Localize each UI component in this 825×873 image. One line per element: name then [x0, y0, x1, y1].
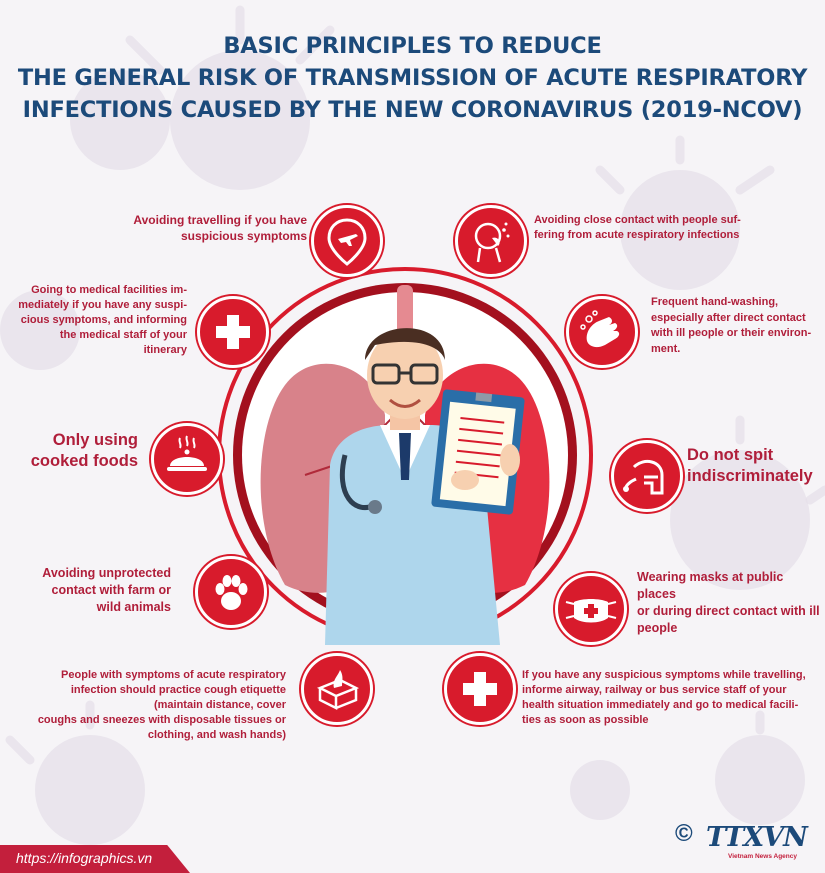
principle-cooked-food: Only using cooked foods [30, 431, 138, 470]
sneezing-person-icon [458, 208, 524, 274]
medical-cross-icon-2 [447, 656, 513, 722]
agency-name: Vietnam News Agency [728, 853, 797, 860]
food-icon-circle [151, 423, 223, 495]
food-cloche-icon [154, 426, 220, 492]
no-spitting-icon [614, 443, 680, 509]
principle-masks: Wearing masks at public places or during direct contact with ill people [637, 570, 820, 635]
face-mask-icon [558, 576, 624, 642]
mask-icon-circle [555, 573, 627, 645]
principle-handwash: Frequent hand-washing, especially after direct contact with ill people or their environ- ment. [651, 296, 812, 355]
principle-medical: Going to medical facilities im- mediately if you have any suspi- cious symptoms, and informing the medical staff of your itinerary [18, 284, 187, 356]
medical-cross-icon-circle-left [197, 296, 269, 368]
medical-cross-icon-circle-right [444, 653, 516, 725]
principle-spit: Do not spit indiscriminately [687, 446, 813, 485]
source-url-link[interactable]: https://infographics.vn [16, 850, 153, 866]
tissue-box-icon [304, 656, 370, 722]
title-line-3: INFECTIONS CAUSED BY THE NEW CORONAVIRUS (2019-NCOV) [22, 97, 803, 123]
travel-icon-circle [311, 205, 383, 277]
page-title [0, 30, 825, 126]
tissue-icon-circle [301, 653, 373, 725]
copyright-symbol: © [675, 820, 693, 847]
central-illustration [215, 265, 595, 645]
contact-icon-circle [455, 205, 527, 277]
animal-icon-circle [195, 556, 267, 628]
principle-inform-staff: If you have any suspicious symptoms while travelling, informe airway, railway or bus service staff of your health situation immediately and go to medical facili- ties as soon as possible [522, 669, 806, 726]
principle-close-contact: Avoiding close contact with people suf- fering from acute respiratory infections [534, 214, 741, 241]
principle-animals: Avoiding unprotected contact with farm or wild animals [42, 566, 171, 614]
title-line-1: BASIC PRINCIPLES TO REDUCE [223, 33, 602, 59]
ttxvn-logo: TTXVN [706, 822, 807, 853]
principle-cough-etiquette: People with symptoms of acute respiratory infection should practice cough etiquette (maintain distance, cover coughs and sneezes with disposable tissues or clothing, and wash hands) [37, 669, 286, 741]
hand-washing-icon [569, 299, 635, 365]
title-line-2: THE GENERAL RISK OF TRANSMISSION OF ACUTE RESPIRATORY [17, 65, 808, 91]
principle-travel: Avoiding travelling if you have suspicious symptoms [133, 213, 307, 243]
handwash-icon-circle [566, 296, 638, 368]
paw-icon [198, 559, 264, 625]
plane-location-icon [314, 208, 380, 274]
medical-cross-icon [200, 299, 266, 365]
spit-icon-circle [611, 440, 683, 512]
